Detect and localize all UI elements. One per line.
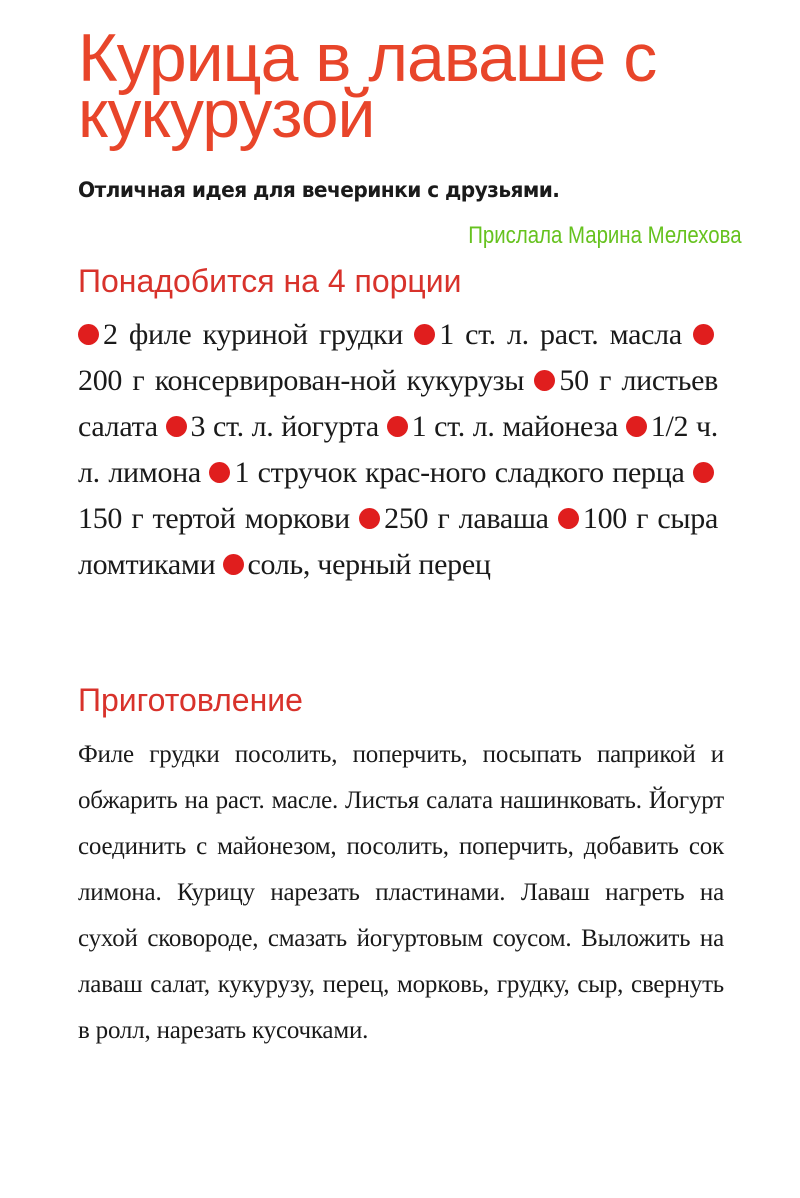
bullet-icon	[78, 324, 99, 345]
bullet-icon	[693, 324, 714, 345]
ingredient-text: 250 г лаваша	[384, 502, 549, 535]
method-heading: Приготовление	[78, 682, 303, 718]
bullet-icon	[693, 462, 714, 483]
bullet-icon	[387, 416, 408, 437]
recipe-subtitle: Отличная идея для вечеринки с друзьями.	[78, 178, 560, 202]
ingredient-item	[359, 502, 549, 535]
ingredient-text: 100 г сыра ломтиками	[78, 502, 718, 581]
bullet-icon	[359, 508, 380, 529]
ingredient-text: 2 филе куриной грудки	[103, 318, 404, 351]
ingredient-item	[414, 318, 682, 351]
ingredient-text: 1/2 ч. л. лимона	[78, 410, 718, 489]
ingredient-item	[209, 456, 684, 489]
ingredient-text: соль, черный перец	[247, 548, 491, 581]
ingredient-item	[387, 410, 618, 443]
bullet-icon	[414, 324, 435, 345]
ingredient-text: 150 г тертой моркови	[78, 502, 350, 535]
bullet-icon	[166, 416, 187, 437]
bullet-icon	[626, 416, 647, 437]
ingredient-item	[223, 548, 491, 581]
bullet-icon	[209, 462, 230, 483]
recipe-title: Курица в лаваше с кукурузой	[78, 20, 657, 152]
bullet-icon	[534, 370, 555, 391]
ingredient-text: 200 г консервирован-ной кукурузы	[78, 364, 525, 397]
ingredient-text: 1 стручок крас-ного сладкого перца	[234, 456, 685, 489]
ingredients-list	[78, 312, 718, 588]
bullet-icon	[558, 508, 579, 529]
ingredient-text: 1 ст. л. раст. масла	[439, 318, 682, 351]
ingredient-text: 1 ст. л. майонеза	[411, 410, 619, 443]
ingredient-item	[78, 318, 403, 351]
ingredient-text: 3 ст. л. йогурта	[190, 410, 379, 443]
ingredients-heading: Понадобится на 4 порции	[78, 263, 462, 299]
ingredient-item	[166, 410, 379, 443]
bullet-icon	[223, 554, 244, 575]
method-text: Филе грудки посолить, поперчить, посыпать паприкой и обжарить на раст. масле. Листья салата нашинковать. Йогурт соединить с майонезом, посолить, поперчить, добавить сок лимона. Курицу нарезать пластинами. Лаваш нагреть на сухой сковороде, смазать йогуртовым соусом. Выложить на лаваш салат, кукурузу, перец, морковь, грудку, сыр, свернуть в ролл, нарезать кусочками.	[78, 741, 724, 1044]
ingredient-text: 50 г листьев салата	[78, 364, 719, 443]
recipe-author: Прислала Марина Мелехова	[468, 222, 742, 249]
